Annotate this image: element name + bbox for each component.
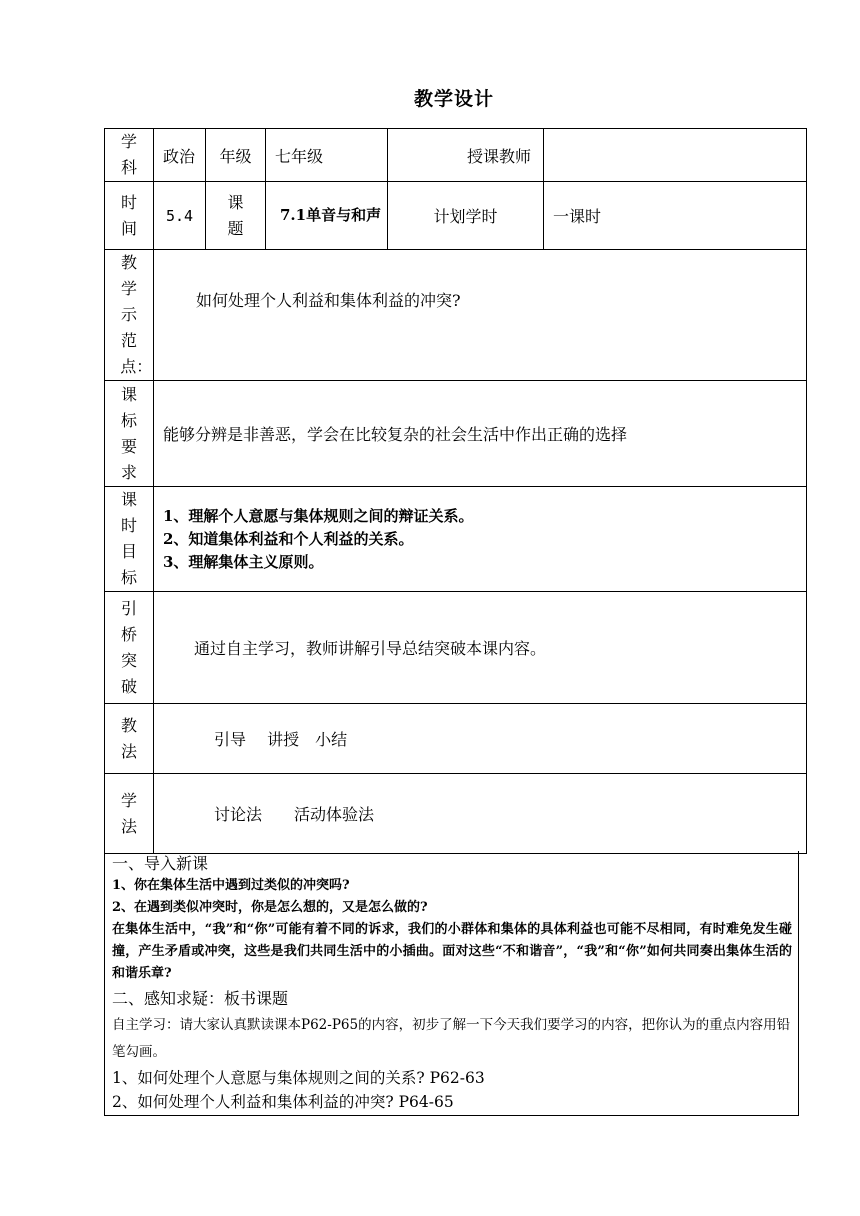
topic-label: 课题 <box>227 192 244 238</box>
plan-value: 一课时 <box>544 182 807 250</box>
time-label: 时间 <box>120 192 137 238</box>
demo-point-content: 如何处理个人利益和集体利益的冲突? <box>154 250 807 381</box>
standard-label-cell <box>105 381 154 487</box>
learning-method-row <box>105 774 807 854</box>
lesson-body <box>104 851 799 1116</box>
time-value: 5.4 <box>154 182 206 250</box>
teacher-value <box>544 129 807 182</box>
page-title: 教学设计 <box>413 88 494 110</box>
topic-value: 7.1单音与和声 <box>266 182 388 250</box>
plan-label: 计划学时 <box>388 182 544 250</box>
objectives-label: 课时目标 <box>120 490 137 587</box>
objective-item: 2、知道集体利益和个人利益的关系。 <box>163 529 414 548</box>
intro-question-2: 2、在遇到类似冲突时，你是怎么想的，又是怎么做的? <box>112 900 428 915</box>
subject-value: 政治 <box>154 129 206 182</box>
learning-method-label: 学法 <box>120 790 137 836</box>
teaching-method-content: 引导 讲授 小结 <box>154 704 807 774</box>
study-item-1: 1、如何处理个人意愿与集体规则之间的关系? P62-63 <box>112 1069 485 1087</box>
teacher-label: 授课教师 <box>388 129 544 182</box>
header-row <box>105 129 807 182</box>
intro-heading: 一、导入新课 <box>112 854 209 873</box>
learning-method-label-cell <box>105 774 154 854</box>
objective-item: 3、理解集体主义原则。 <box>163 552 324 571</box>
objectives-content <box>154 487 807 592</box>
subject-label-cell <box>105 129 154 182</box>
time-label-cell <box>105 182 154 250</box>
demo-point-row <box>105 250 807 381</box>
study-item-2: 2、如何处理个人利益和集体利益的冲突? P64-65 <box>112 1093 454 1111</box>
self-study-text: 自主学习：请大家认真默读课本P62-P65的内容，初步了解一下今天我们要学习的内容，把你认为的重点内容用铅笔勾画。 <box>112 1017 791 1060</box>
subject-label: 学科 <box>120 132 137 177</box>
teaching-method-label-cell <box>105 704 154 774</box>
objective-item: 1、理解个人意愿与集体规则之间的辩证关系。 <box>163 506 474 525</box>
standard-row <box>105 381 807 487</box>
teaching-method-label: 教法 <box>120 715 137 761</box>
intro-question-1: 1、你在集体生活中遇到过类似的冲突吗? <box>112 878 350 893</box>
breakthrough-content: 通过自主学习，教师讲解引导总结突破本课内容。 <box>154 592 807 704</box>
teaching-method-row <box>105 704 807 774</box>
breakthrough-label-cell <box>105 592 154 704</box>
demo-point-label-cell <box>105 250 154 381</box>
standard-label: 课标要求 <box>120 384 137 482</box>
intro-paragraph: 在集体生活中，“我”和“你”可能有着不同的诉求，我们的小群体和集体的具体利益也可能不尽相同，有时难免发生碰撞，产生矛盾或冲突，这些是我们共同生活中的小插曲。面对这些“不和谐音”，“我”和“你”如何共同奏出集体生活的和谐乐章? <box>112 922 792 981</box>
objectives-row <box>105 487 807 592</box>
standard-content: 能够分辨是非善恶，学会在比较复杂的社会生活中作出正确的选择 <box>154 381 807 487</box>
time-row <box>105 182 807 250</box>
topic-label-cell <box>206 182 266 250</box>
objectives-label-cell <box>105 487 154 592</box>
demo-point-label: 教学示范点： <box>120 253 153 376</box>
grade-value: 七年级 <box>266 129 388 182</box>
breakthrough-label: 引桥突破 <box>120 598 137 696</box>
grade-label: 年级 <box>206 129 266 182</box>
breakthrough-row <box>105 592 807 704</box>
part2-heading: 二、感知求疑：板书课题 <box>112 989 289 1008</box>
learning-method-content: 讨论法 活动体验法 <box>154 774 807 854</box>
lesson-plan-table <box>104 128 807 854</box>
